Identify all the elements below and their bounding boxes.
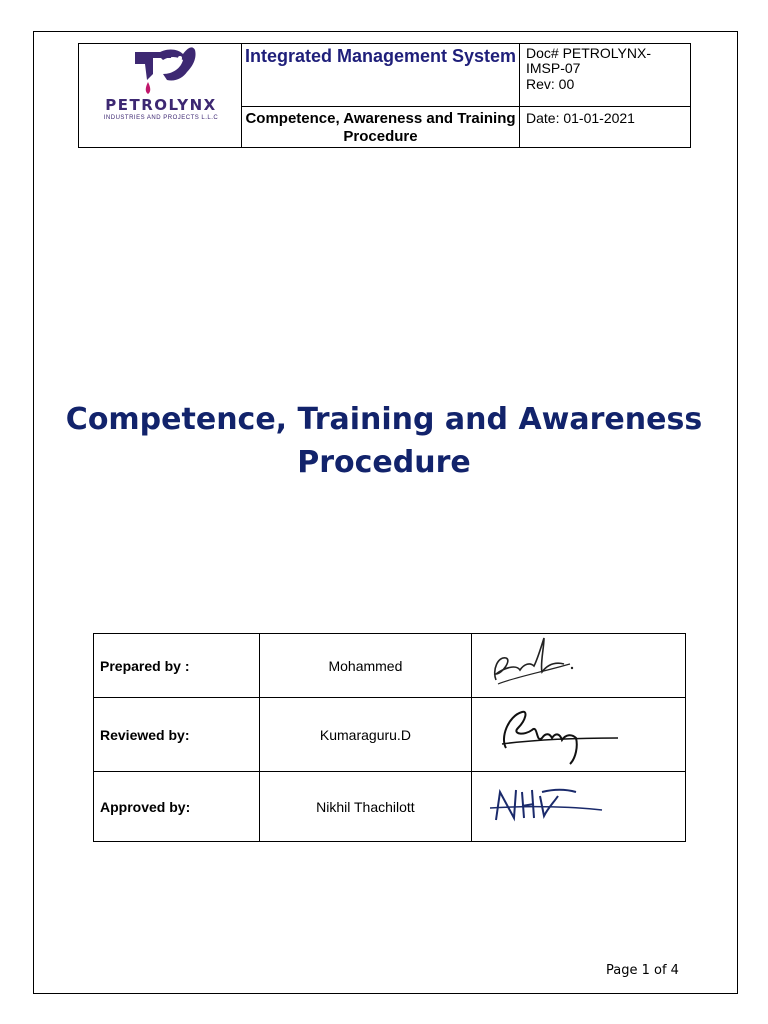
signature-icon — [472, 772, 680, 838]
doc-number: Doc# PETROLYNX-IMSP-07 — [526, 45, 651, 76]
table-row — [94, 634, 686, 698]
signature-reviewed — [471, 698, 685, 772]
role-label: Approved by: — [94, 772, 260, 842]
signature-icon — [472, 634, 680, 694]
issue-date: Date: 01-01-2021 — [526, 110, 635, 126]
page-number: Page 1 of 4 — [606, 963, 679, 978]
document-header — [78, 43, 691, 148]
procedure-title-cell — [242, 107, 520, 148]
brand-name: PETROLYNX — [105, 96, 217, 114]
person-name: Mohammed — [259, 634, 471, 698]
signature-approved — [471, 772, 685, 842]
signature-icon — [472, 698, 680, 768]
document-title: Competence, Training and Awareness Procedure — [65, 402, 703, 480]
person-name: Nikhil Thachilott — [259, 772, 471, 842]
signature-prepared — [471, 634, 685, 698]
lynx-logo-icon — [79, 44, 239, 99]
table-row — [94, 698, 686, 772]
brand-tagline: INDUSTRIES AND PROJECTS L.L.C — [103, 115, 219, 121]
page-border — [33, 31, 738, 994]
logo-cell — [79, 44, 242, 148]
system-title: Integrated Management System — [244, 46, 517, 66]
system-title-cell — [242, 44, 520, 107]
company-logo — [79, 44, 239, 147]
person-name: Kumaraguru.D — [259, 698, 471, 772]
table-row — [94, 772, 686, 842]
approval-table — [93, 633, 686, 842]
procedure-title: Competence, Awareness and Training Procedure — [245, 110, 516, 145]
role-label: Prepared by : — [94, 634, 260, 698]
date-cell — [520, 107, 691, 148]
revision: Rev: 00 — [526, 76, 575, 92]
role-label: Reviewed by: — [94, 698, 260, 772]
doc-info-cell — [520, 44, 691, 107]
